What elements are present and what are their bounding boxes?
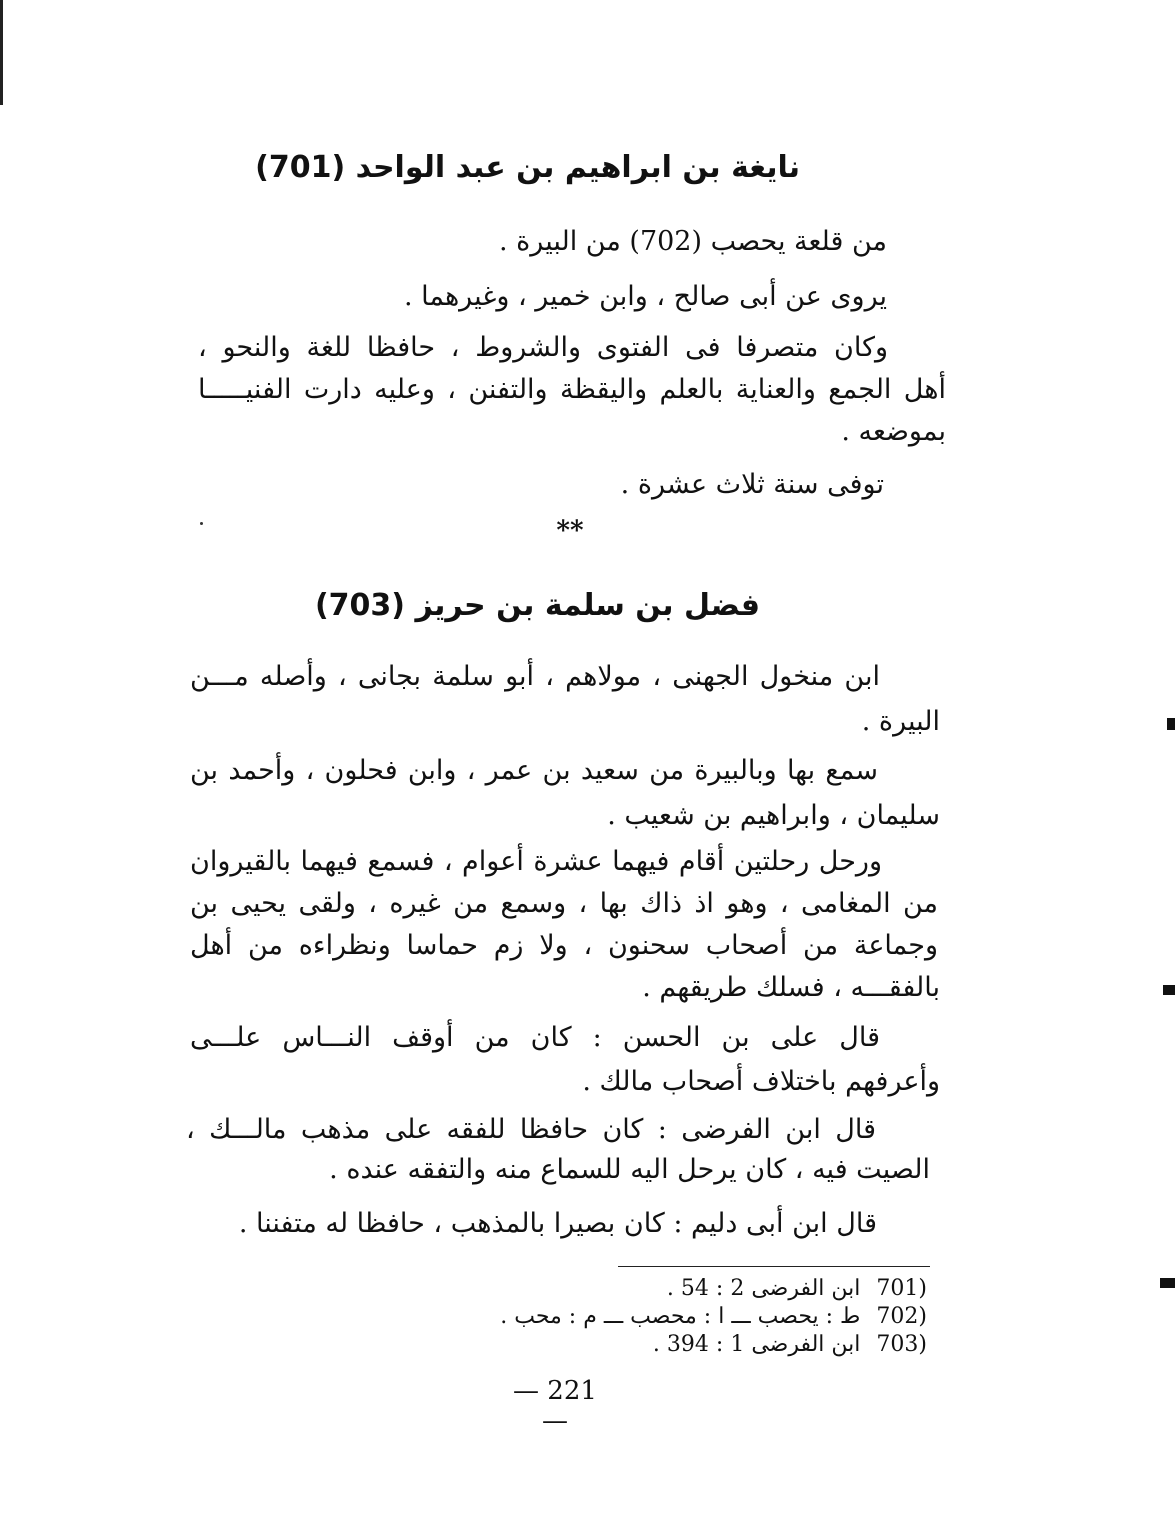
entry-703-line-9: قال على بن الحسن : كان من أوقف النـــاس علـــى <box>190 1022 880 1053</box>
entry-701-line-5: بموضعه . <box>841 416 946 447</box>
entry-703-line-8: بالفقـــه ، فسلك طريقهم . <box>642 972 940 1003</box>
entry-703-line-12: الصيت فيه ، كان يرحل اليه للسماع منه والتفقه عنده . <box>329 1154 930 1185</box>
entry-701-line-6: توفى سنة ثلاث عشرة . <box>620 469 884 500</box>
entry-703-line-7: وجماعة من أصحاب سحنون ، ولا زم حماسا ونظراءه من أهل <box>190 930 938 961</box>
scan-mark <box>1167 718 1175 730</box>
footnote-text: ط : يحصب ـــ ا : محصب ـــ م : محب . <box>500 1304 861 1329</box>
footnote-701 <box>407 1274 927 1304</box>
entry-703-line-13: قال ابن أبى دليم : كان بصيرا بالمذهب ، حافظا له متفننا . <box>238 1208 877 1239</box>
scan-edge-line <box>0 0 3 105</box>
section-separator: ** <box>556 516 584 546</box>
entry-title-701: نايغة بن ابراهيم بن عبد الواحد (701) <box>255 150 800 185</box>
entry-703-line-10: وأعرفهم باختلاف أصحاب مالك . <box>582 1066 940 1097</box>
scan-mark <box>1163 985 1175 995</box>
entry-701-line-2: يروى عن أبى صالح ، وابن خمير ، وغيرهما . <box>403 281 887 312</box>
scan-dot <box>200 522 203 525</box>
entry-703-line-4: سليمان ، وابراهيم بن شعيب . <box>607 800 940 831</box>
entry-703-line-11: قال ابن الفرضى : كان حافظا للفقه على مذهب مالـــك ، <box>186 1114 876 1145</box>
entry-703-line-6: من المغامى ، وهو اذ ذاك بها ، وسمع من غيره ، ولقى يحيى بن <box>190 888 938 919</box>
entry-701-line-3: وكان متصرفا فى الفتوى والشروط ، حافظا للغة والنحو ، <box>198 332 888 363</box>
entry-703-line-5: ورحل رحلتين أقام فيهما عشرة أعوام ، فسمع فيهما بالقيروان <box>190 846 882 877</box>
footnote-702 <box>407 1302 927 1332</box>
entry-703-line-3: سمع بها وبالبيرة من سعيد بن عمر ، وابن فحلون ، وأحمد بن <box>190 755 878 786</box>
footnote-number: (701 <box>876 1276 927 1301</box>
entry-703-line-2: البيرة . <box>861 706 940 737</box>
footnote-text: ابن الفرضى 2 : 54 . <box>666 1276 861 1301</box>
entry-701-line-4: أهل الجمع والعناية بالعلم واليقظة والتفنن ، وعليه دارت الفنيـــــا <box>198 374 946 405</box>
entry-title-703: فضل بن سلمة بن حريز (703) <box>314 588 760 623</box>
entry-703-line-1: ابن منخول الجهنى ، مولاهم ، أبو سلمة بجانى ، وأصله مـــن <box>190 661 880 692</box>
page-number: — 221 — <box>513 1376 597 1436</box>
footnote-text: ابن الفرضى 1 : 394 . <box>652 1332 861 1357</box>
footnote-number: (703 <box>876 1332 927 1357</box>
footnote-703 <box>407 1330 927 1360</box>
entry-701-line-1: من قلعة يحصب (702) من البيرة . <box>498 226 887 257</box>
scan-mark <box>1160 1278 1175 1288</box>
footnote-number: (702 <box>876 1304 927 1329</box>
footnote-divider <box>618 1266 930 1267</box>
